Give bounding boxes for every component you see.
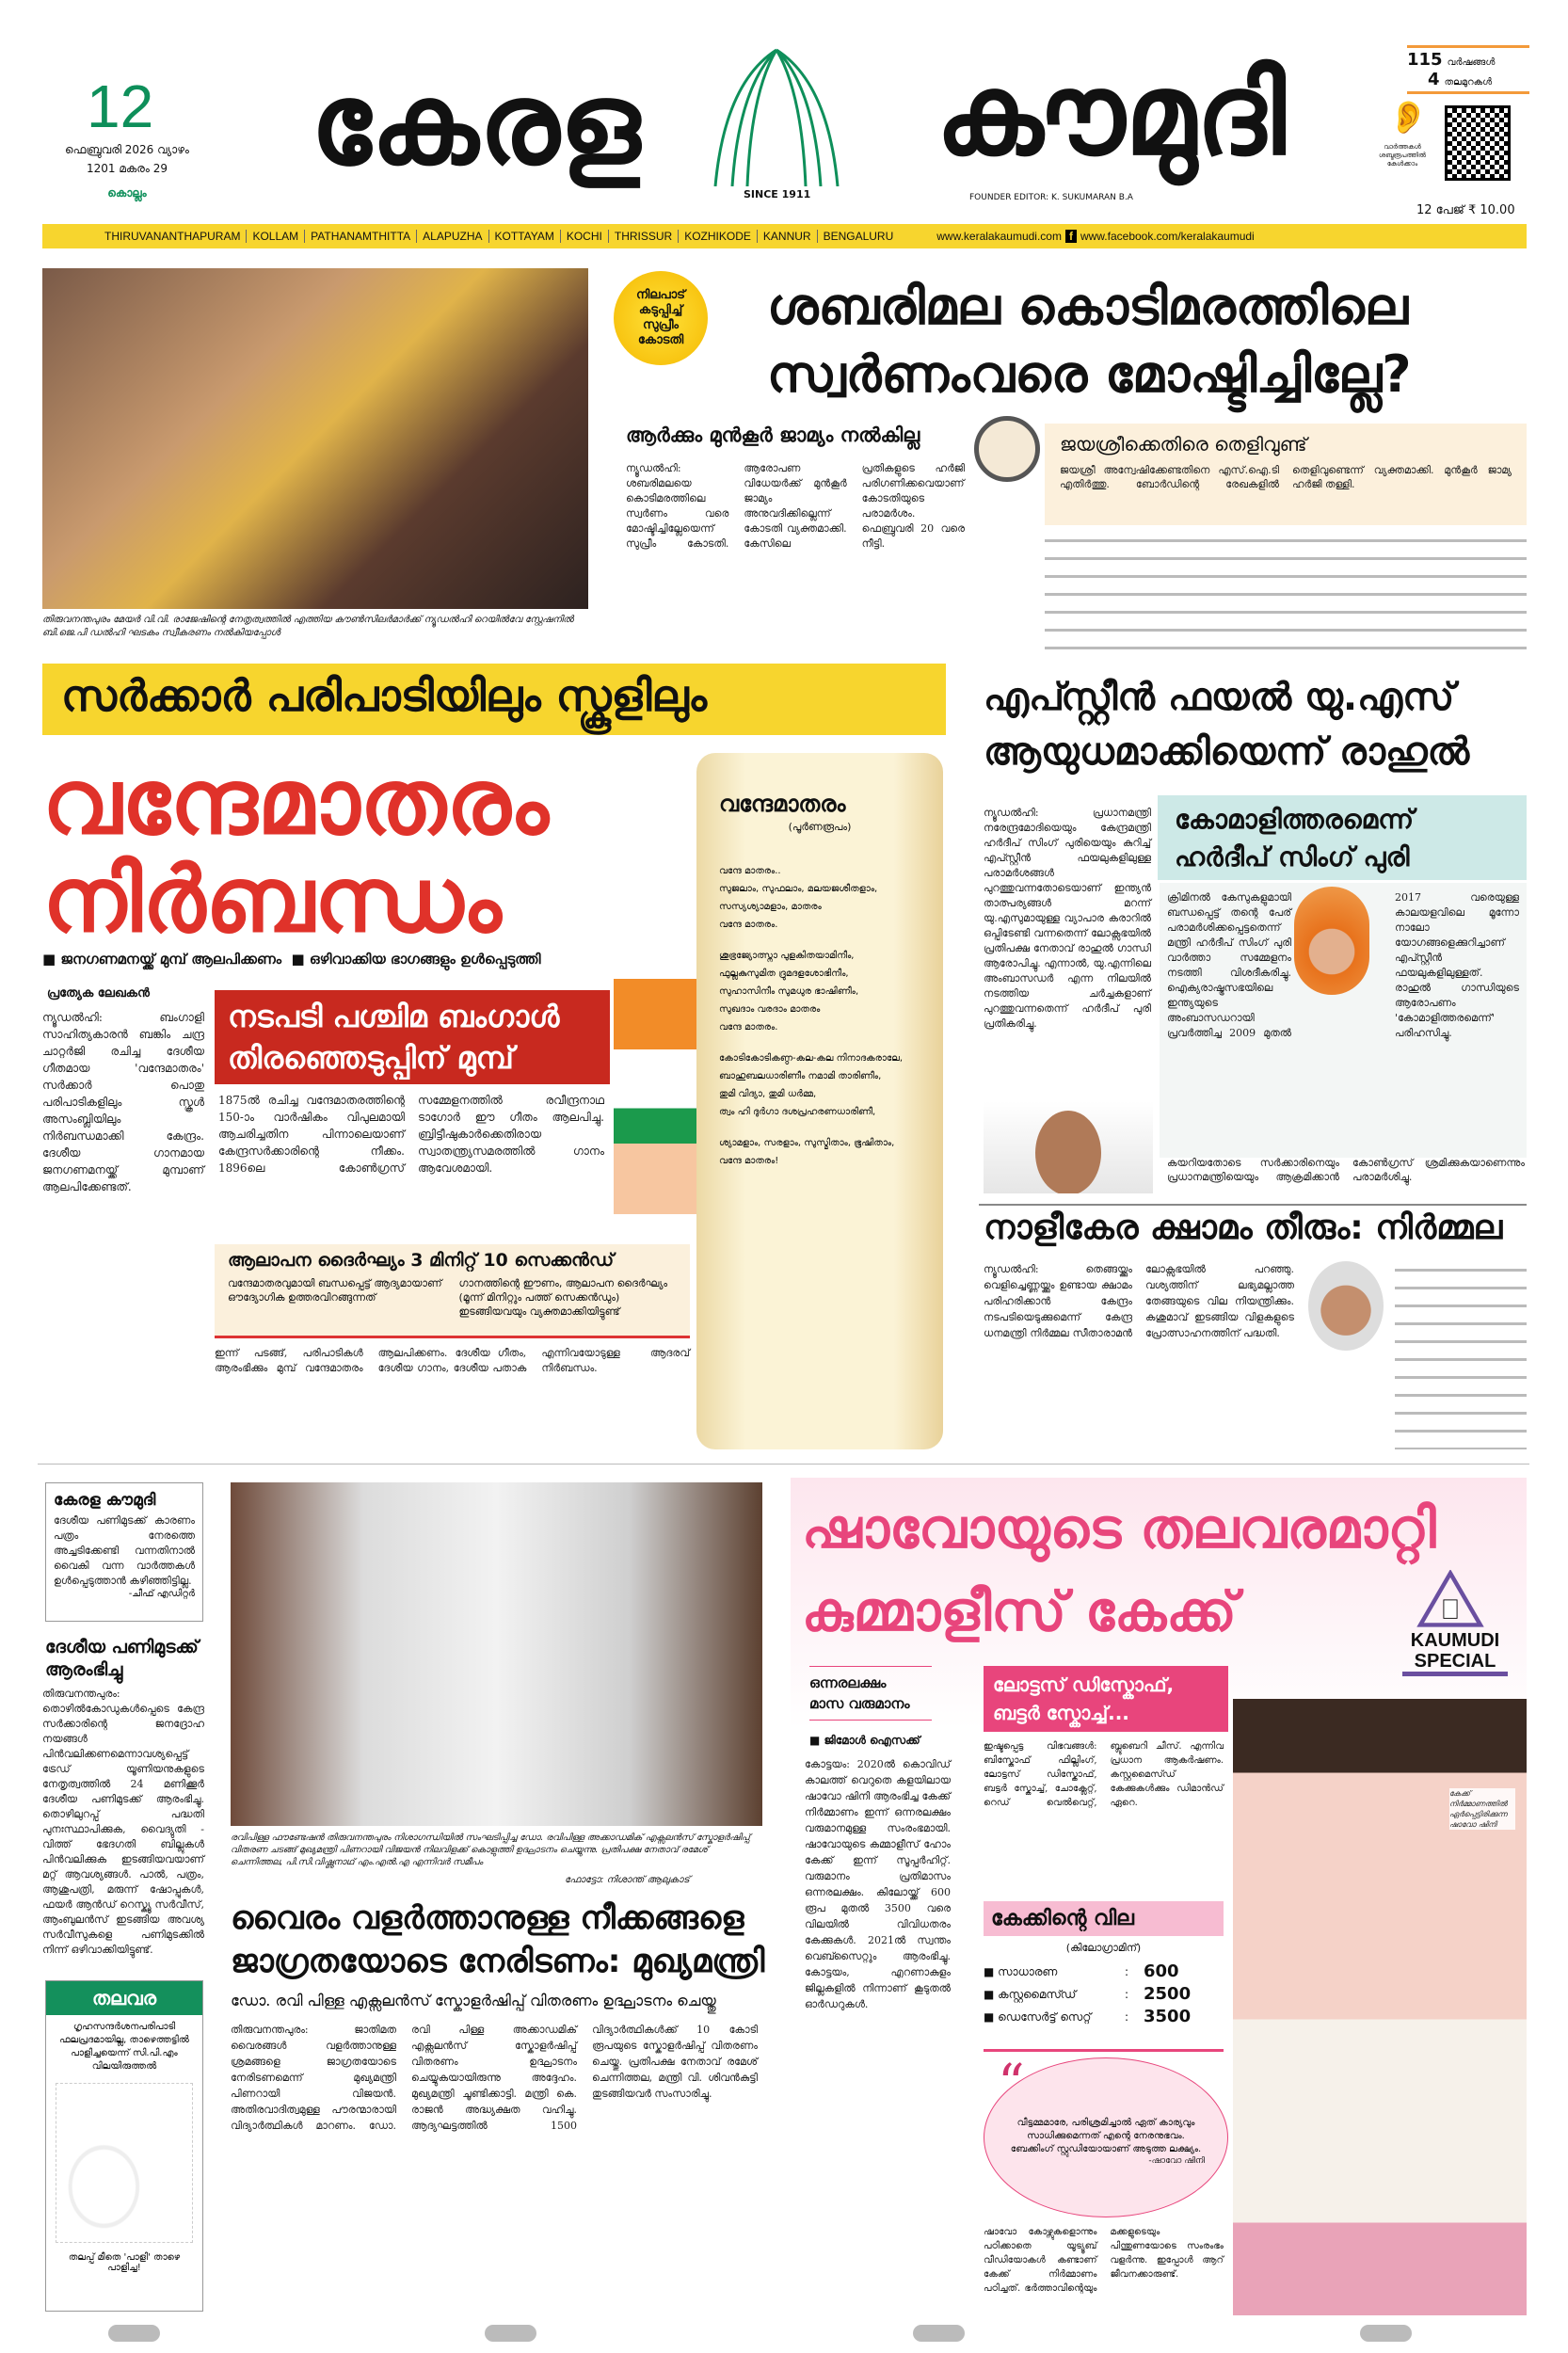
lead-body: ന്യൂഡൽഹി: ശബരിമലയെ കൊടിമരത്തിലെ സ്വർണം വരെ മോഷ്ടിച്ചില്ലേയെന്ന് സുപ്രീം കോടതി. ആരോപണ വിധേയർക്ക് മുൻകൂർ ജാമ്യം അനുവദിക്കില്ലെന്ന് കോടതി വ്യക്തമാക്കി. കേസിലെ പ്രതികളുടെ ഹർജി പരിഗണിക്കവെയാണ് കോടതിയുടെ പരാമർശം. ഫെബ്രുവരി 20 വരെ നീട്ടി. [626, 462, 965, 550]
cartoon-drawing [56, 2083, 193, 2243]
scroll-line: വന്ദേ മാതരം. [719, 1022, 778, 1032]
event-photo [231, 1482, 762, 1826]
edition-link[interactable]: BENGALURU [823, 230, 894, 243]
lead-badge: നിലപാട് കടുപ്പിച്ച് സുപ്രീം കോടതി [614, 271, 708, 365]
logo-palm-icon [687, 45, 866, 186]
special-headline: ഷാവോയുടെ തലവരമാറ്റി കുമ്മാളീസ് കേക്ക് [802, 1497, 1436, 1643]
byline: പ്രത്യേക ലേഖകൻ [47, 986, 150, 1000]
price-row: ■ സാധാരണ : 600 [984, 1961, 1179, 1981]
scroll-line: സുഹാസിനീം സുമധുര ഭാഷിണീം, [719, 986, 859, 997]
price-row: ■ കസ്റ്റമൈസ്ഡ് : 2500 [984, 1984, 1192, 2004]
special-bottom-body: ഷാവോ കോഴ്സുകളൊന്നും പഠിക്കാതെ യൂട്യൂബ് വീഡിയോകൾ കണ്ടാണ് കേക്ക് നിർമ്മാണം പഠിച്ചത്. ഭർത്താവിന്റെയും മക്കളുടെയും പിന്തുണയോടെ സംരംഭം വളർന്നു. ഇപ്പോൾ ആറ് ജീവനക്കാരുണ്ട്. [984, 2227, 1224, 2294]
divider [979, 1204, 1527, 1206]
date-line: ഫെബ്രുവരി 2026 വ്യാഴം [65, 143, 189, 156]
vande-bullets: ■ ജനഗണമനയ്ക്ക് മുമ്പ് ആലപിക്കണം ■ ഒഴിവാക്കിയ ഭാഗങ്ങളും ഉൾപ്പെടുത്തി [42, 951, 541, 968]
scroll-line: വന്ദേ മാതരം! [719, 1156, 779, 1166]
box-body: ജയശ്രീ അന്വേഷിക്കേണ്ടതിനെ എസ്.ഐ.ടി എതിർത്തു. ബോർഡിന്റെ രേഖകളിൽ തെളിവുണ്ടെന്ന് വ്യക്തമാക്കി. മുൻകൂർ ജാമ്യ ഹർജി തള്ളി. [1060, 464, 1512, 490]
lead-subhead: ആർക്കും മുൻകൂർ ജാമ്യം നൽകില്ല [626, 424, 920, 446]
malayalam-date: 1201 മകരം 29 [86, 162, 168, 175]
duration-point: വന്ദേമാതരവുമായി ബന്ധപ്പെട്ട് ആദ്യമായാണ് ഔദ്യോഗിക ഉത്തരവിറങ്ങുന്നത് [228, 1277, 442, 1304]
edition-name: കൊല്ലം [107, 186, 147, 200]
epstein-body: ന്യൂഡൽഹി: പ്രധാനമന്ത്രി നരേന്ദ്രമോദിയെയും കേന്ദ്രമന്ത്രി ഹർദീപ് സിംഗ് പുരിയെയും കുറിച്ച് എപ്സ്റ്റീൻ ഫയലുകളിലുള്ള പരാമർശങ്ങൾ പുറത്തുവന്നതോടെയാണ് ഇന്ത്യൻ താത്പര്യങ്ങൾ മറന്ന് യു.എസുമായുള്ള വ്യാപാര കരാറിൽ ഒപ്പിടേണ്ടി വന്നതെന്ന് ലോക്സഭയിൽ പ്രതിപക്ഷ നേതാവ് രാഹുൽ ഗാന്ധി ആരോപിച്ചു. എന്നാൽ, യു.എന്നിലെ അംബാസഡർ എന്ന നിലയിൽ നടത്തിയ ചർച്ചകളാണ് പുറത്തുവന്നതെന്ന് ഹർദീപ് പുരി പ്രതികരിച്ചു. [984, 807, 1151, 1030]
duration-point: ഗാനത്തിന്റെ ഈണം, ആലാപന ദൈർഘ്യം (മൂന്ന് മിനിറ്റും പത്ത് സെക്കൻഡും) ഇടങ്ങിയവയും വ്യക്തമാക്കിയിട്ടുണ്ട് [458, 1277, 668, 1318]
lead-body-continued [1045, 532, 1527, 649]
puri-box-title: കോമാളിത്തരമെന്ന് ഹർദീപ് സിംഗ് പുരി [1158, 795, 1527, 880]
scroll-line: വന്ദേ മാതരം.. [719, 866, 781, 876]
masthead [0, 0, 1568, 222]
edition-link[interactable]: ALAPUZHA [417, 230, 488, 243]
scroll-line: ഫുല്ലകുസുമിത ദ്രുമദളശോഭിനീം, [719, 968, 849, 979]
scroll-line: സുജലാം, സുഫലാം, മലയജശീതളാം, [719, 884, 878, 894]
page-scroll-handle[interactable] [913, 2325, 965, 2342]
price-row: ■ ഡെസേർട്ട് സെറ്റ് : 3500 [984, 2007, 1192, 2026]
page-scroll-handle[interactable] [108, 2325, 160, 2342]
event-body: തിരുവനന്തപുരം: ജാതിമത വൈരങ്ങൾ വളർത്താനുള്ള ശ്രമങ്ങളെ ജാഗ്രതയോടെ നേരിടണമെന്ന് മുഖ്യമന്ത്രി പിണറായി വിജയൻ. അതിരവാദിത്വമുള്ള പൗരന്മാരായി വിദ്യാർത്ഥികൾ മാറണം. ഡോ. രവി പിള്ള അക്കാഡമിക് എക്സലൻസ് സ്കോളർഷിപ്പ് വിതരണം ഉദ്ഘാടനം ചെയ്യുകയായിരുന്നു അദ്ദേഹം. മുഖ്യമന്ത്രി ചൂണ്ടിക്കാട്ടി. മന്ത്രി കെ. രാജൻ അദ്ധ്യക്ഷത വഹിച്ചു. ആദ്യഘട്ടത്തിൽ 1500 വിദ്യാർത്ഥികൾക്ക് 10 കോടി രൂപയുടെ സ്കോളർഷിപ്പ് വിതരണം ചെയ്തു. പ്രതിപക്ഷ നേതാവ് രമേശ് ചെന്നിത്തല, മന്ത്രി വി. ശിവൻകുട്ടി തുടങ്ങിയവർ സംസാരിച്ചു. [231, 2024, 758, 2132]
nirmala-photo [1308, 1261, 1384, 1351]
scroll-line: കോടികോടികണ്ഠ-കല-കല നിനാദകരാലേ, [719, 1053, 904, 1064]
qr-code[interactable] [1445, 105, 1511, 181]
date-day: 12 [87, 72, 154, 140]
scroll-line: വന്ദേ മാതരം. [719, 920, 778, 930]
lead-photo [42, 268, 588, 609]
lead-headline: ശബരിമല കൊടിമരത്തിലെ സ്വർണംവരെ മോഷ്ടിച്ചില്ലേ? [767, 277, 1412, 404]
vande-headline: വന്ദേമാതരം നിർബന്ധം [42, 749, 549, 952]
puri-box-body: ക്രിമിനൽ കേസുകളുമായി ബന്ധപ്പെട്ട് തന്റെ പേര് പരാമർശിക്കപ്പെട്ടതെന്ന് മന്ത്രി ഹർദീപ് സിംഗ് പുരി വാർത്താ സമ്മേളനം നടത്തി വിശദീകരിച്ചു. ഐക്യരാഷ്ട്രസഭയിലെ ഇന്ത്യയുടെ അംബാസഡറായി പ്രവർത്തിച്ച 2009 മുതൽ 2017 വരെയുള്ള കാലയളവിലെ മൂന്നോ നാലോ യോഗങ്ങളെക്കുറിച്ചാണ് എപ്സ്റ്റീൻ ഫയലുകളിലുള്ളത്. രാഹുൽ ഗാന്ധിയുടെ ആരോപണം 'കോമാളിത്തരമെന്ന്' പരിഹസിച്ചു. [1167, 891, 1519, 1039]
strike-body: തിരുവനന്തപുരം: തൊഴിൽകോഡുകൾപ്പെടെ കേന്ദ്ര സർക്കാരിന്റെ ജനദ്രോഹ നയങ്ങൾ പിൻവലിക്കണമെന്നാവശ്യപ്പെട്ട് ട്രേഡ് യൂണിയനുകളുടെ നേതൃത്വത്തിൽ 24 മണിക്കൂർ ദേശീയ പണിമുടക്ക് ആരംഭിച്ചു. തൊഴിലുറപ്പ് പദ്ധതി പുനഃസ്ഥാപിക്കുക, വൈദ്യുതി - വിത്ത് ഭേദഗതി ബില്ലുകൾ പിൻവലിക്കുക ഇടങ്ങിയവയാണ് മറ്റ് ആവശ്യങ്ങൾ. പാൽ, പത്രം, ആശുപത്രി, മരുന്ന് ഷോപ്പുകൾ, ഫയർ ആൻഡ് റെസ്ക്യൂ സർവീസ്, ആംബുലൻസ് ഇടങ്ങിയ അവശ്യ സർവീസുകളെ പണിമുടക്കിൽ നിന്ന് ഒഴിവാക്കിയിട്ടുണ്ട്. [42, 1688, 204, 1956]
event-subhead: ഡോ. രവി പിള്ള എക്സലൻസ് സ്കോളർഷിപ്പ് വിതരണം ഉദ്ഘാടനം ചെയ്തു [231, 1992, 716, 2009]
vande-bottom-body: ഇന്ന് പടങ്ങ്, പരിപാടികൾ ആരംഭിക്കും മുമ്പ് വന്ദേമാതരം ആലപിക്കണം. ദേശീയ ഗീതം, ദേശീയ ഗാനം, ദേശീയ പതാക എന്നിവയോടുള്ള ആദരവ് നിർബന്ധം. [215, 1347, 690, 1374]
edition-link[interactable]: KOZHIKODE [679, 230, 758, 243]
scroll-line: ത്വം ഹി ദുർഗാ ദശപ്രഹരണധാരിണീ, [719, 1107, 876, 1117]
photo-credit: ഫോട്ടോ: നിശാന്ത് ആലുകാട് [565, 1875, 690, 1885]
page-scroll-handle[interactable] [1360, 2325, 1412, 2342]
magnifier-icon [974, 416, 1040, 482]
edition-link[interactable]: KOLLAM [247, 230, 305, 243]
logo-kaumudi: കൗമുദി [935, 50, 1287, 181]
quote-bubble: “ വീട്ടമ്മമാരേ, പരിശ്രമിച്ചാൽ ഏത് കാര്യവും സാധിക്കുമെന്നത് എന്റെ നേരനുഭവം. ബേക്കിംഗ് സ്റ്റുഡിയോയാണ് അടുത്ത ലക്ഷ്യം. -ഷാവോ ഷിനി [984, 2057, 1228, 2217]
nirmala-headline: നാളീകേര ക്ഷാമം തീരും: നിർമ്മല [984, 1209, 1503, 1247]
scroll-line: സസ്യശ്യാമളാം, മാതരം [719, 902, 822, 912]
scroll-line: ശുഭ്രജ്യോത്സ്നാ പുളകിതയാമിനീം, [719, 951, 855, 961]
epstein-after: കയറിയതോടെ സർക്കാരിനെയും പ്രധാനമന്ത്രിയെയും ആക്രമിക്കാൻ കോൺഗ്രസ് ശ്രമിക്കുകയാണെന്നും പരാമർശിച്ചു. [1167, 1157, 1525, 1183]
facebook-link[interactable]: www.facebook.com/keralakaumudi [1080, 230, 1255, 243]
special-mid-body: ഇഷ്ടപ്പെട്ട വിഭവങ്ങൾ: ബിസ്കോഫ് ഫില്ലിംഗ്, ലോട്ടസ് ഡിസ്കോഫ്, ബട്ടർ സ്കോച്ച്, ചോക്ലേറ്റ്, റെഡ് വെൽവെറ്റ്, ബ്ലൂബെറി ചീസ്. എന്നിവ പ്രധാന ആകർഷണം. കസ്റ്റമൈസ്ഡ് കേക്കുകൾക്കും ഡിമാൻഡ് ഏറെ. [984, 1741, 1224, 1808]
cake-photo-caption: കേക്ക് നിർമ്മാണത്തിൽ ഏർപ്പെട്ടിരിക്കുന്ന ഷാവോ ഷിനി [1449, 1788, 1515, 1830]
ear-icon: 👂 [1388, 99, 1429, 136]
edition-link[interactable]: KOCHI [561, 230, 609, 243]
pages-price: 12 പേജ് ₹ 10.00 [1416, 203, 1515, 217]
edition-link[interactable]: KANNUR [758, 230, 818, 243]
special-side-head: ഒന്നരലക്ഷം മാസ വരുമാനം [809, 1666, 932, 1721]
kaumudi-special-logo: KAUMUDI SPECIAL [1402, 1630, 1508, 1676]
kaumudi-special-triangle-icon [1416, 1570, 1484, 1628]
red-body: 1875ൽ രചിച്ച വന്ദേമാതരത്തിന്റെ 150-ാം വാർഷികം വിപുലമായി ആചരിച്ചതിന പിന്നാലെയാണ് കേന്ദ്രസർക്കാരിന്റെ നീക്കം. 1896ലെ കോൺഗ്രസ് സമ്മേളനത്തിൽ രവീന്ദ്രനാഥ ടാഗോർ ഈ ഗീതം ആലപിച്ചു. ബ്രിട്ടീഷുകാർക്കെതിരായ സ്വാതന്ത്ര്യസമരത്തിൽ ഗാനം ആവേശമായി. [218, 1094, 604, 1175]
notice-box: കേരള കൗമുദി ദേശീയ പണിമുടക്ക് കാരണം പത്രം നേരത്തെ അച്ചടിക്കേണ്ടി വന്നതിനാൽ വൈകി വന്ന വാർത്തകൾ ഉൾപ്പെടുത്താൻ കഴിഞ്ഞിട്ടില്ല. -ചീഫ് എഡിറ്റർ [45, 1482, 203, 1622]
edition-link[interactable]: THIRUVANANTHAPURAM [99, 230, 247, 243]
scroll-line: ബാഹുബലധാരിണീം നമാമി താരിണീം, [719, 1071, 882, 1081]
vande-banner: സർക്കാർ പരിപാടിയിലും സ്കൂളിലും [42, 664, 946, 735]
vande-body: ന്യൂഡൽഹി: ബംഗാളി സാഹിത്യകാരൻ ബങ്കിം ചന്ദ്ര ചാറ്റർജി രചിച്ച ദേശീയ ഗീതമായ 'വന്ദേമാതരം' സർക്കാർ പൊതു പരിപാടികളിലും സ്കൂൾ അസംബ്ലിയിലും നിർബന്ധമാക്കി കേന്ദ്രം. ദേശീയ ഗാനമായ ജനഗണമനയ്ക്ക് മുമ്പാണ് ആലപിക്കേണ്ടത്. [42, 1011, 204, 1193]
special-byline: ■ ജിമോൾ ഐസക്ക് [809, 1734, 920, 1747]
edition-link[interactable]: THRISSUR [609, 230, 679, 243]
red-box: നടപടി പശ്ചിമ ബംഗാൾ തിരഞ്ഞെടുപ്പിന് മുമ്പ് [215, 990, 610, 1084]
section-divider [38, 1464, 1529, 1465]
edition-link[interactable]: PATHANAMTHITTA [305, 230, 417, 243]
special-pink-box: ലോട്ടസ് ഡിസ്കോഫ്, ബട്ടർ സ്കോച്ച്... [984, 1666, 1228, 1732]
lead-photo-caption: തിരുവനന്തപുരം മേയർ വി.വി. രാജേഷിന്റെ നേതൃത്വത്തിൽ എത്തിയ കൗൺസിലർമാർക്ക് ന്യൂഡൽഹി റെയിൽവേ സ്റ്റേഷനിൽ ബി.ജെ.പി ഡൽഹി ഘടകം സ്വീകരണം നൽകിയപ്പോൾ [42, 615, 574, 638]
scroll-line: ശ്യാമളാം, സരളാം, സുസ്മിതാം, ഭൂഷിതാം, [719, 1138, 895, 1148]
cartoon-box: തലവര ഗൃഹസന്ദർശനപരിപാടി ഫലപ്രദമായില്ല, താഴെത്തട്ടിൽ പാളിച്ചയെന്ന് സി.പി.എം വിലയിരുത്തൽ തലപ്പ് മീതെ 'പാളി' താഴെ പാളിച്ച! [45, 1980, 203, 2312]
website-link[interactable]: www.keralakaumudi.com [936, 230, 1062, 243]
flag-cartoon [614, 979, 701, 1214]
scroll-line: തുമി വിദ്യാ, തുമി ധർമ്മ, [719, 1089, 817, 1099]
quote-icon: “ [998, 2054, 1025, 2115]
epstein-headline: എപ്സ്റ്റീൻ ഫയൽ യു.എസ് ആയുധമാക്കിയെന്ന് രാഹുൽ [984, 676, 1470, 774]
nirmala-body-continued [1395, 1261, 1527, 1449]
cake-price-box: കേക്കിന്റെ വില (കിലോഗ്രാമിന്) ■ സാധാരണ : 600 ■ കസ്റ്റമൈസ്ഡ് : 2500 ■ ഡെസേർട്ട് സെറ്റ് : 3500 [984, 1901, 1224, 2052]
edition-bar [42, 224, 1527, 248]
strike-headline: ദേശീയ പണിമുടക്ക് ആരംഭിച്ചു [45, 1637, 199, 1680]
scroll-line: സുഖദാം വരദാം മാതരം [719, 1004, 821, 1015]
event-headline: വൈരം വളർത്താനുള്ള നീക്കങ്ങളെ ജാഗ്രതയോടെ നേരിടണം: മുഖ്യമന്ത്രി [231, 1899, 765, 1980]
duration-box: ആലാപന ദൈർഘ്യം 3 മിനിറ്റ് 10 സെക്കൻഡ് വന്ദേമാതരവുമായി ബന്ധപ്പെട്ട് ആദ്യമായാണ് ഔദ്യോഗിക ഉത്തരവിറങ്ങുന്നത് ഗാനത്തിന്റെ ഈണം, ആലാപന ദൈർഘ്യം (മൂന്ന് മിനിറ്റും പത്ത് സെക്കൻഡും) ഇടങ്ങിയവയും വ്യക്തമാക്കിയിട്ടുണ്ട് [215, 1244, 690, 1338]
box-title: ജയശ്രീക്കെതിരെ തെളിവുണ്ട് [1060, 433, 1307, 456]
founder-label: FOUNDER EDITOR: K. SUKUMARAN B.A [969, 193, 1133, 202]
years-badge: 115 വർഷങ്ങൾ 4 തലമുറകൾ [1407, 45, 1529, 94]
edition-link[interactable]: KOTTAYAM [489, 230, 561, 243]
rahul-photo [984, 1101, 1153, 1193]
nirmala-body: ന്യൂഡൽഹി: തെങ്ങയ്ക്കും വെളിച്ചെണ്ണയ്ക്കും ഉണ്ടായ ക്ഷാമം പരിഹരിക്കാൻ കേന്ദ്രം നടപടിയെടുക്കുമെന്ന് കേന്ദ്ര ധനമന്ത്രി നിർമ്മല സീതാരാമൻ ലോക്സഭയിൽ പറഞ്ഞു. വശ്യത്തിന് ലഭ്യമല്ലാത്ത തേങ്ങയുടെ വില നിയന്ത്രിക്കും. കശുമാവ് ഇടങ്ങിയ വിളകളുടെ പ്രോത്സാഹനത്തിന് പദ്ധതി. [984, 1263, 1294, 1339]
since-label: SINCE 1911 [744, 188, 811, 200]
logo-kerala: കേരള [310, 59, 641, 190]
event-photo-caption: രവിപിള്ള ഫൗണ്ടേഷൻ തിരുവനന്തപുരം നിശാഗന്ധിയിൽ സംഘടിപ്പിച്ച ഡോ. രവിപിള്ള അക്കാഡമിക് എക്സലൻസ് സ്കോളർഷിപ്പ് വിതരണ ചടങ്ങ് മുഖ്യമന്ത്രി പിണറായി വിജയൻ നിലവിളക്ക് കൊളുത്തി ഉദ്ഘാടനം ചെയ്യുന്നു. പ്രതിപക്ഷ നേതാവ് രമേശ് ചെന്നിത്തല, പി.സി.വിഷ്ണുനാഥ് എം.എൽ.എ എന്നിവർ സമീപം [231, 1833, 750, 1867]
jayasree-box [1045, 424, 1527, 525]
facebook-icon: f [1065, 230, 1077, 243]
listen-label: വാർത്തകൾ ശബ്ദരൂപത്തിൽ കേൾക്കാം [1379, 143, 1426, 168]
special-side-body: കോട്ടയം: 2020ൽ കൊവിഡ് കാലത്ത് വെറുതെ കളയിലായ ഷാവോ ഷിനി ആരംഭിച്ച കേക്ക് നിർമ്മാണം ഇന്ന് ഒന്നരലക്ഷം വരുമാനമുള്ള സംരംഭമായി. ഷാവോയുടെ കമ്മാളീസ് ഹോം കേക്ക് ഇന്ന് സൂപ്പർഹിറ്റ്. വരുമാനം പ്രതിമാസം ഒന്നരലക്ഷം. കിലോയ്ക്ക് 600 രൂപ മുതൽ 3500 വരെ വിലയിൽ വിവിധതരം കേക്കുകൾ. 2021ൽ സ്വന്തം വെബ്സൈറ്റും ആരംഭിച്ചു. കോട്ടയം, എറണാകുളം ജില്ലകളിൽ നിന്നാണ് കൂടുതൽ ഓർഡറുകൾ. [805, 1758, 951, 2010]
scroll-parchment: വന്ദേമാതരം (പൂർണരൂപം) വന്ദേ മാതരം.. സുജലാം, സുഫലാം, മലയജശീതളാം, സസ്യശ്യാമളാം, മാതരം വന്ദേ മാതരം. ശുഭ്രജ്യോത്സ്നാ പുളകിതയാമിനീം, ഫുല്ലകുസുമിത ദ്രുമദളശോഭിനീം, സുഹാസിനീം സുമധുര ഭാഷിണീം, സുഖദാം വരദാം മാതരം വന്ദേ മാതരം. കോടികോടികണ്ഠ-കല-കല നിനാദകരാലേ, ബാഹുബലധാരിണീം നമാമി താരിണീം, തുമി വിദ്യാ, തുമി ധർമ്മ, ത്വം ഹി ദുർഗാ ദശപ്രഹരണധാരിണീ, ശ്യാമളാം, സരളാം, സുസ്മിതാം, ഭൂഷിതാം, വന്ദേ മാതരം! [696, 753, 943, 1449]
page-scroll-handle[interactable] [485, 2325, 536, 2342]
